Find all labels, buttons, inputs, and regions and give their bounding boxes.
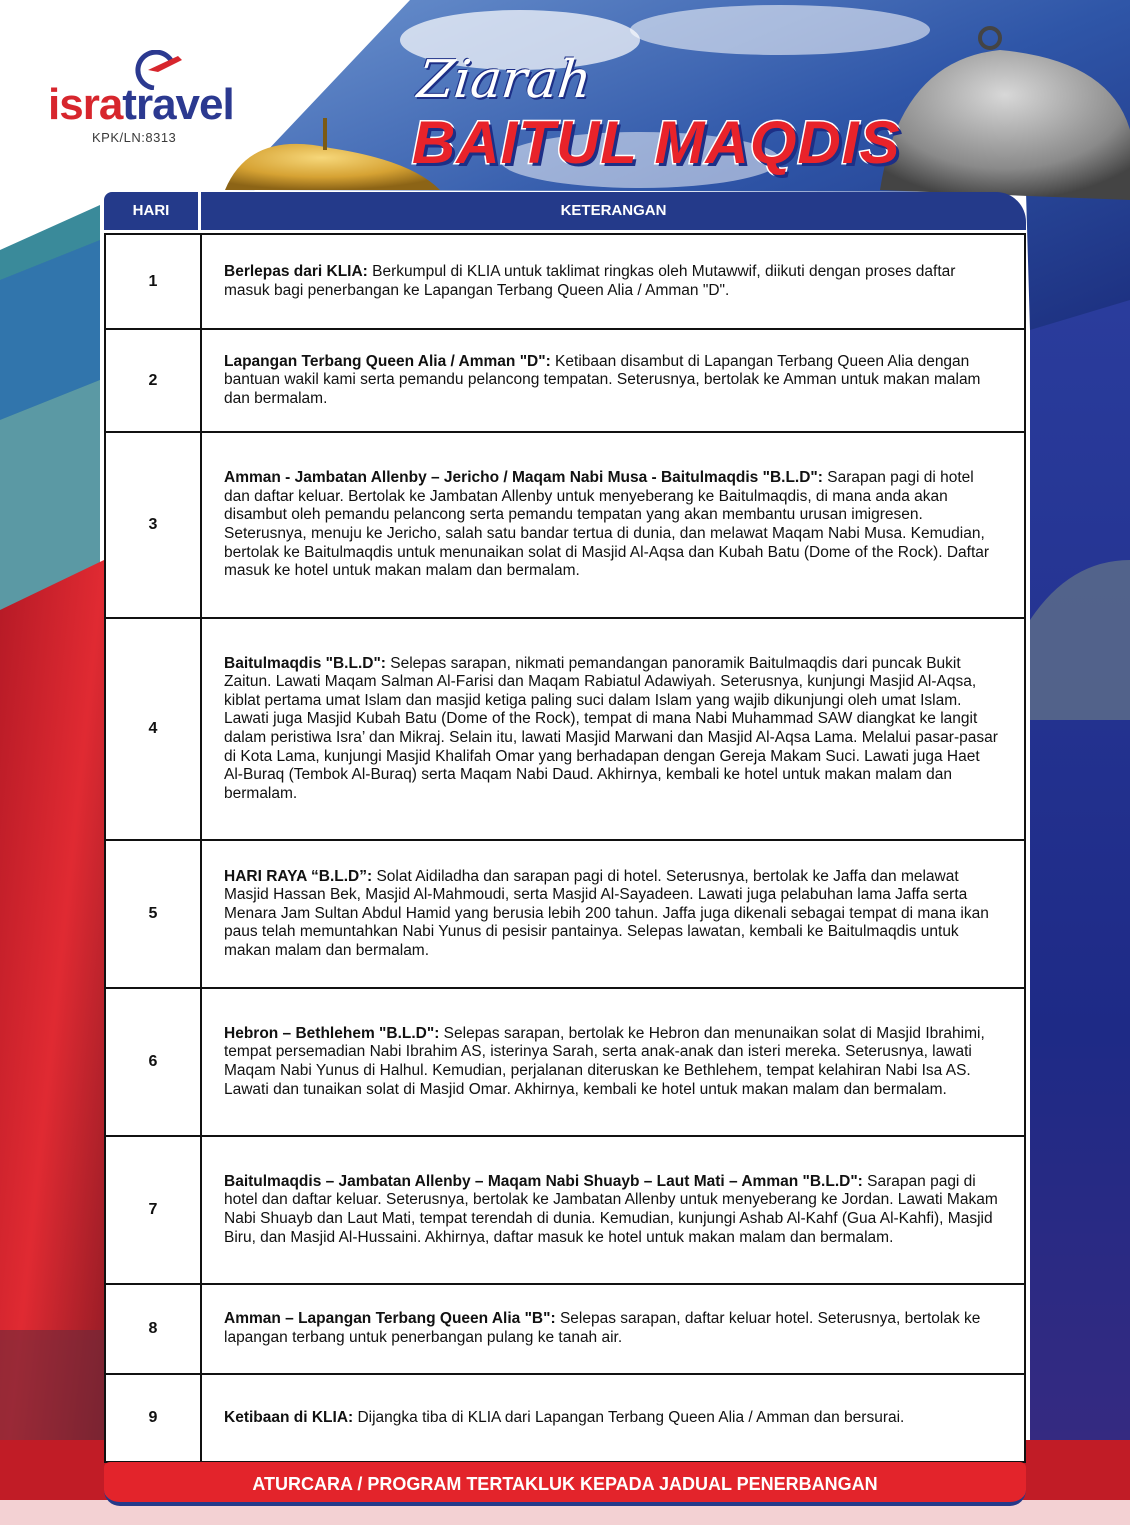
day-number: 6: [105, 988, 201, 1136]
table-row: [105, 618, 1025, 840]
day-text: Sarapan pagi di hotel dan daftar keluar. Bertolak ke Jambatan Allenby untuk menyeberang ke Baitulmaqdis, di mana anda akan disambut oleh pemandu pelancong serta pemandu tempatan yang akan membantu urusan imigresen. Seterusnya, menuju ke Jericho, salah satu bandar tertua di dunia, dan melawat Maqam Nabi Musa. Kemudian, bertolak ke Baitulmaqdis untuk menunaikan solat di Masjid Al-Aqsa dan Kubah Batu (Dome of the Rock). Daftar masuk ke hotel untuk makan malam dan bermalam.: [224, 469, 990, 580]
column-header-description: KETERANGAN: [560, 202, 667, 219]
table-header: [104, 192, 1026, 230]
day-number: 3: [105, 432, 201, 618]
day-heading: Baitulmaqdis – Jambatan Allenby – Maqam Nabi Shuayb – Laut Mati – Amman "B.L.D":: [224, 1172, 863, 1190]
table-row: [105, 432, 1025, 618]
license-number: KPK/LN:8313: [92, 130, 177, 145]
table-row: [105, 988, 1025, 1136]
day-description: [201, 1284, 1025, 1374]
day-description: [201, 1374, 1025, 1462]
brand-wordmark: [48, 80, 234, 129]
day-number: 8: [105, 1284, 201, 1374]
day-number: 4: [105, 618, 201, 840]
itinerary-table: [104, 233, 1026, 1463]
day-text: Berkumpul di KLIA untuk taklimat ringkas oleh Mutawwif, diikuti dengan proses daftar masuk bagi penerbangan ke Lapangan Terbang Queen Alia / Amman "D".: [224, 262, 956, 299]
day-number: 7: [105, 1136, 201, 1284]
day-number: 5: [105, 840, 201, 988]
day-heading: Amman - Jambatan Allenby – Jericho / Maqam Nabi Musa - Baitulmaqdis "B.L.D":: [224, 469, 823, 487]
table-row: [105, 840, 1025, 988]
day-description: [201, 1136, 1025, 1284]
day-text: Solat Aidiladha dan sarapan pagi di hotel. Seterusnya, bertolak ke Jaffa dan melawat Masjid Hassan Bek, Masjid Al-Mahmoudi, serta Masjid Al-Sayadeen. Lawati juga pelabuhan lama Jaffa serta Menara Jam Sultan Abdul Hamid yang berusia lebih 200 tahun. Jaffa juga dikenali sebagai tempat di mana ikan paus telah memuntahkan Nabi Yunus di pesisir pantainya. Selepas lawatan, kembali ke Baitulmaqdis untuk makan malam dan bermalam.: [224, 867, 989, 959]
day-description: [201, 432, 1025, 618]
day-description: [201, 234, 1025, 329]
company-logo: [48, 50, 248, 150]
table-row: [105, 1284, 1025, 1374]
brand-name-travel: travel: [122, 80, 234, 129]
day-heading: Lapangan Terbang Queen Alia / Amman "D":: [224, 352, 551, 370]
table-row: [105, 329, 1025, 432]
table-row: [105, 1374, 1025, 1462]
day-text: Selepas sarapan, daftar keluar hotel. Seterusnya, bertolak ke lapangan terbang untuk penerbangan pulang ke tanah air.: [224, 1310, 981, 1346]
day-description: [201, 329, 1025, 432]
day-description: [201, 618, 1025, 840]
day-number: 2: [105, 329, 201, 432]
footer-note: ATURCARA / PROGRAM TERTAKLUK KEPADA JADUAL PENERBANGAN: [104, 1462, 1026, 1506]
table-row: [105, 1136, 1025, 1284]
day-text: Ketibaan disambut di Lapangan Terbang Queen Alia dengan bantuan wakil kami serta pemandu pelancong tempatan. Seterusnya, bertolak ke Amman untuk makan malam dan bermalam.: [224, 352, 981, 407]
table-row: [105, 234, 1025, 329]
brand-name-isra: isra: [48, 80, 123, 129]
day-heading: Baitulmaqdis "B.L.D":: [224, 654, 386, 672]
day-text: Dijangka tiba di KLIA dari Lapangan Terbang Queen Alia / Amman dan bersurai.: [353, 1408, 905, 1426]
day-text: Selepas sarapan, bertolak ke Hebron dan menunaikan solat di Masjid Ibrahimi, tempat persemadian Nabi Ibrahim AS, isterinya Sarah, serta anak-anak dan isteri mereka. Seterusnya, lawati Maqam Nabi Yunus di Halhul. Kemudian, perjalanan diteruskan ke Bethlehem, tempat kelahiran Nabi Isa AS. Lawati dan tunaikan solat di Masjid Omar. Akhirnya, kembali ke hotel untuk makan malam dan bermalam.: [224, 1024, 985, 1098]
day-description: [201, 840, 1025, 988]
title-ziarah: Ziarah: [414, 50, 595, 110]
column-header-day: HARI: [132, 202, 170, 219]
day-number: 1: [105, 234, 201, 329]
day-heading: Amman – Lapangan Terbang Queen Alia "B":: [224, 1310, 556, 1328]
day-text: Sarapan pagi di hotel dan daftar keluar. Seterusnya, bertolak ke Jambatan Allenby untuk menyeberang ke Jordan. Lawati Makam Nabi Shuayb dan Laut Mati, tempat terendah di dunia. Kemudian, kunjungi Ashab Al-Kahf (Gua Al-Kahfi), Masjid Biru, dan Masjid Al-Hussaini. Akhirnya, daftar masuk ke hotel untuk makan malam dan bermalam.: [224, 1172, 998, 1246]
day-heading: Ketibaan di KLIA:: [224, 1408, 354, 1426]
title-baitul-maqdis: BAITUL MAQDIS: [412, 109, 901, 176]
day-text: Selepas sarapan, nikmati pemandangan panoramik Baitulmaqdis dari puncak Bukit Zaitun. Lawati Maqam Salman Al-Farisi dan Maqam Rabiatul Adawiyah. Seterusnya, kunjungi Masjid Al-Aqsa, kiblat pertama umat Islam dan masjid ketiga paling suci dalam Islam yang wajib dikunjungi oleh umat Islam. Lawati juga Masjid Kubah Batu (Dome of the Rock), tempat di mana Nabi Muhammad SAW diangkat ke langit dalam peristiwa Isra’ dan Mikraj. Selain itu, lawati Masjid Marwani dan Masjid Al-Aqsa Lama. Melalui pasar-pasar di Kota Lama, kunjungi Masjid Khalifah Omar yang berhadapan dengan Gereja Makam Suci. Lawati juga Haet Al-Buraq (Tembok Al-Buraq) serta Maqam Nabi Daud. Akhirnya, kembali ke hotel untuk makan malam dan bermalam.: [224, 654, 998, 802]
day-heading: Berlepas dari KLIA:: [224, 262, 368, 280]
day-number: 9: [105, 1374, 201, 1462]
day-heading: Hebron – Bethlehem "B.L.D":: [224, 1024, 440, 1042]
day-description: [201, 988, 1025, 1136]
day-heading: HARI RAYA “B.L.D”:: [224, 867, 373, 885]
